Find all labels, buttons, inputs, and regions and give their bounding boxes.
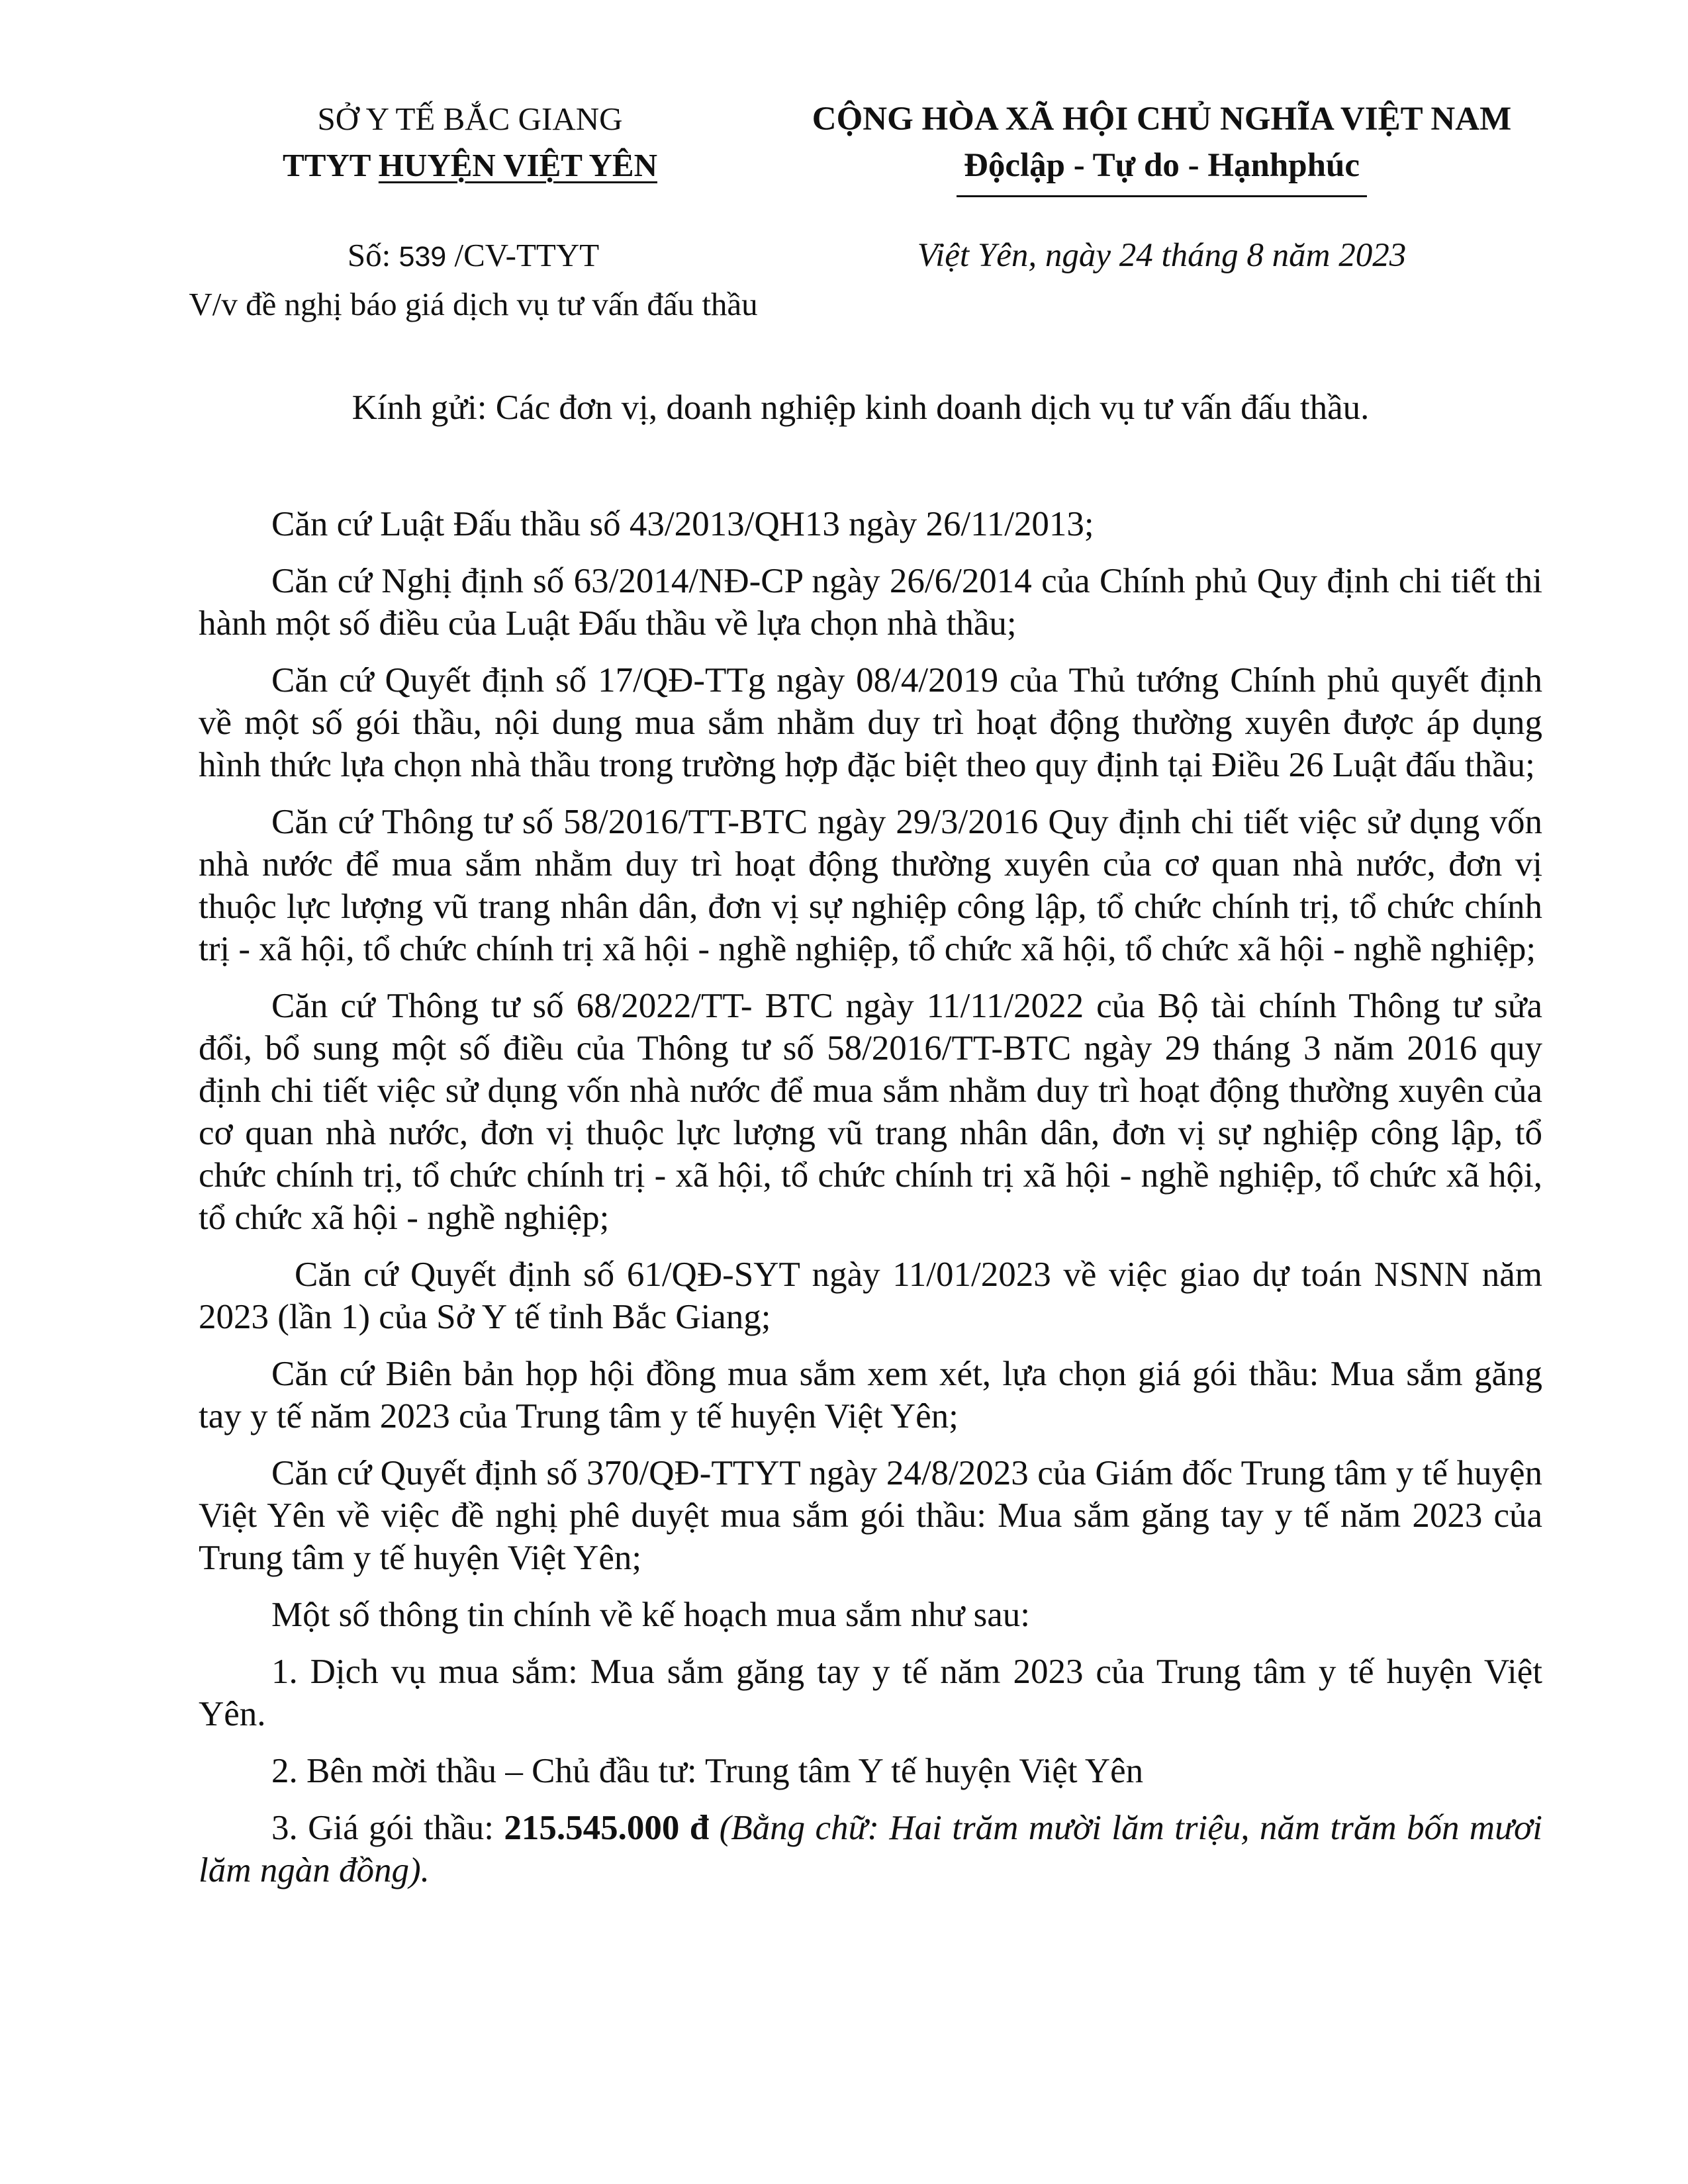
paragraph: Căn cứ Quyết định số 17/QĐ-TTg ngày 08/4/2019 của Thủ tướng Chính phủ quyết định về một số gói thầu, nội dung mua sắm nhằm duy trì hoạt động thường xuyên được áp dụng hình thức lựa chọn nhà thầu trong trường hợp đặc biệt theo quy định tại Điều 26 Luật đấu thầu; [199,661,1542,784]
document-body [199,503,1542,1906]
issuing-agency-block [185,96,755,189]
list-item: 1. Dịch vụ mua sắm: Mua sắm găng tay y tế năm 2023 của Trung tâm y tế huyện Việt Yên. [199,1653,1542,1733]
document-number [99,232,847,281]
paragraph: Căn cứ Luật Đấu thầu số 43/2013/QH13 ngày 26/11/2013; [271,505,1094,543]
package-price-amount: 215.545.000 đ [504,1809,710,1847]
parent-agency: SỞ Y TẾ BẮC GIANG [317,101,623,137]
issuing-center [185,142,755,189]
document-number-suffix: /CV-TTYT [446,237,600,273]
list-item: 2. Bên mời thầu – Chủ đầu tư: Trung tâm Y tế huyện Việt Yên [271,1752,1144,1790]
national-title: CỘNG HÒA XÃ HỘI CHỦ NGHĨA VIỆT NAM [812,101,1512,138]
document-number-prefix: Số: [347,237,399,273]
package-price-label: 3. Giá gói thầu: [271,1809,504,1847]
motto-underline [957,195,1367,197]
national-motto: Độclập - Tự do - Hạnhphúc [964,147,1360,184]
paragraph: Căn cứ Quyết định số 370/QĐ-TTYT ngày 24/8/2023 của Giám đốc Trung tâm y tế huyện Việt Yên về việc đề nghị phê duyệt mua sắm gói thầu: Mua sắm găng tay y tế năm 2023 của Trung tâm y tế huyện Việt Yên; [199,1454,1542,1577]
paragraph: Căn cứ Thông tư số 58/2016/TT-BTC ngày 29/3/2016 Quy định chi tiết việc sử dụng vốn nhà nước để mua sắm nhằm duy trì hoạt động thường xuyên của cơ quan nhà nước, đơn vị thuộc lực lượng vũ trang nhân dân, đơn vị sự nghiệp công lập, tổ chức chính trị, tổ chức chính trị - xã hội, tổ chức chính trị xã hội - nghề nghiệp, tổ chức xã hội, tổ chức xã hội - nghề nghiệp; [199,803,1542,968]
recipient-line: Kính gửi: Các đơn vị, doanh nghiệp kinh doanh dịch vụ tư vấn đấu thầu. [352,388,1370,427]
package-price-item [199,1807,1542,1891]
paragraph: Căn cứ Thông tư số 68/2022/TT- BTC ngày 11/11/2022 của Bộ tài chính Thông tư sửa đổi, bổ sung một số điều của Thông tư số 58/2016/TT-BTC ngày 29 tháng 3 năm 2016 quy định chi tiết việc sử dụng vốn nhà nước để mua sắm nhằm duy trì hoạt động thường xuyên của cơ quan nhà nước, đơn vị thuộc lực lượng vũ trang nhân dân, đơn vị sự nghiệp công lập, tổ chức chính trị, tổ chức chính trị - xã hội, tổ chức chính trị xã hội - nghề nghiệp, tổ chức xã hội, tổ chức xã hội - nghề nghiệp; [199,987,1542,1237]
document-number-value: 539 [399,241,447,273]
place-and-date: Việt Yên, ngày 24 tháng 8 năm 2023 [917,237,1407,274]
national-header-block [768,96,1556,197]
paragraph: Một số thông tin chính về kế hoạch mua sắm như sau: [271,1596,1030,1634]
document-subject: V/v đề nghị báo giá dịch vụ tư vấn đấu thầu [189,286,758,322]
paragraph: Căn cứ Nghị định số 63/2014/NĐ-CP ngày 26/6/2014 của Chính phủ Quy định chi tiết thi hành một số điều của Luật Đấu thầu về lựa chọn nhà thầu; [199,562,1542,643]
issuing-center-name: HUYỆN VIỆT YÊN [378,147,657,183]
paragraph: Căn cứ Quyết định số 61/QĐ-SYT ngày 11/01/2023 về việc giao dự toán NSNN năm 2023 (lần 1) của Sở Y tế tỉnh Bắc Giang; [199,1255,1542,1336]
paragraph: Căn cứ Biên bản họp hội đồng mua sắm xem xét, lựa chọn giá gói thầu: Mua sắm găng tay y tế năm 2023 của Trung tâm y tế huyện Việt Yên; [199,1355,1542,1435]
document-number-block [99,232,847,328]
issuing-center-prefix: TTYT [283,147,379,183]
package-price-in-words: (Bằng chữ: Hai trăm mười lăm triệu, năm trăm bốn mươi lăm ngàn đồng). [199,1809,1542,1889]
